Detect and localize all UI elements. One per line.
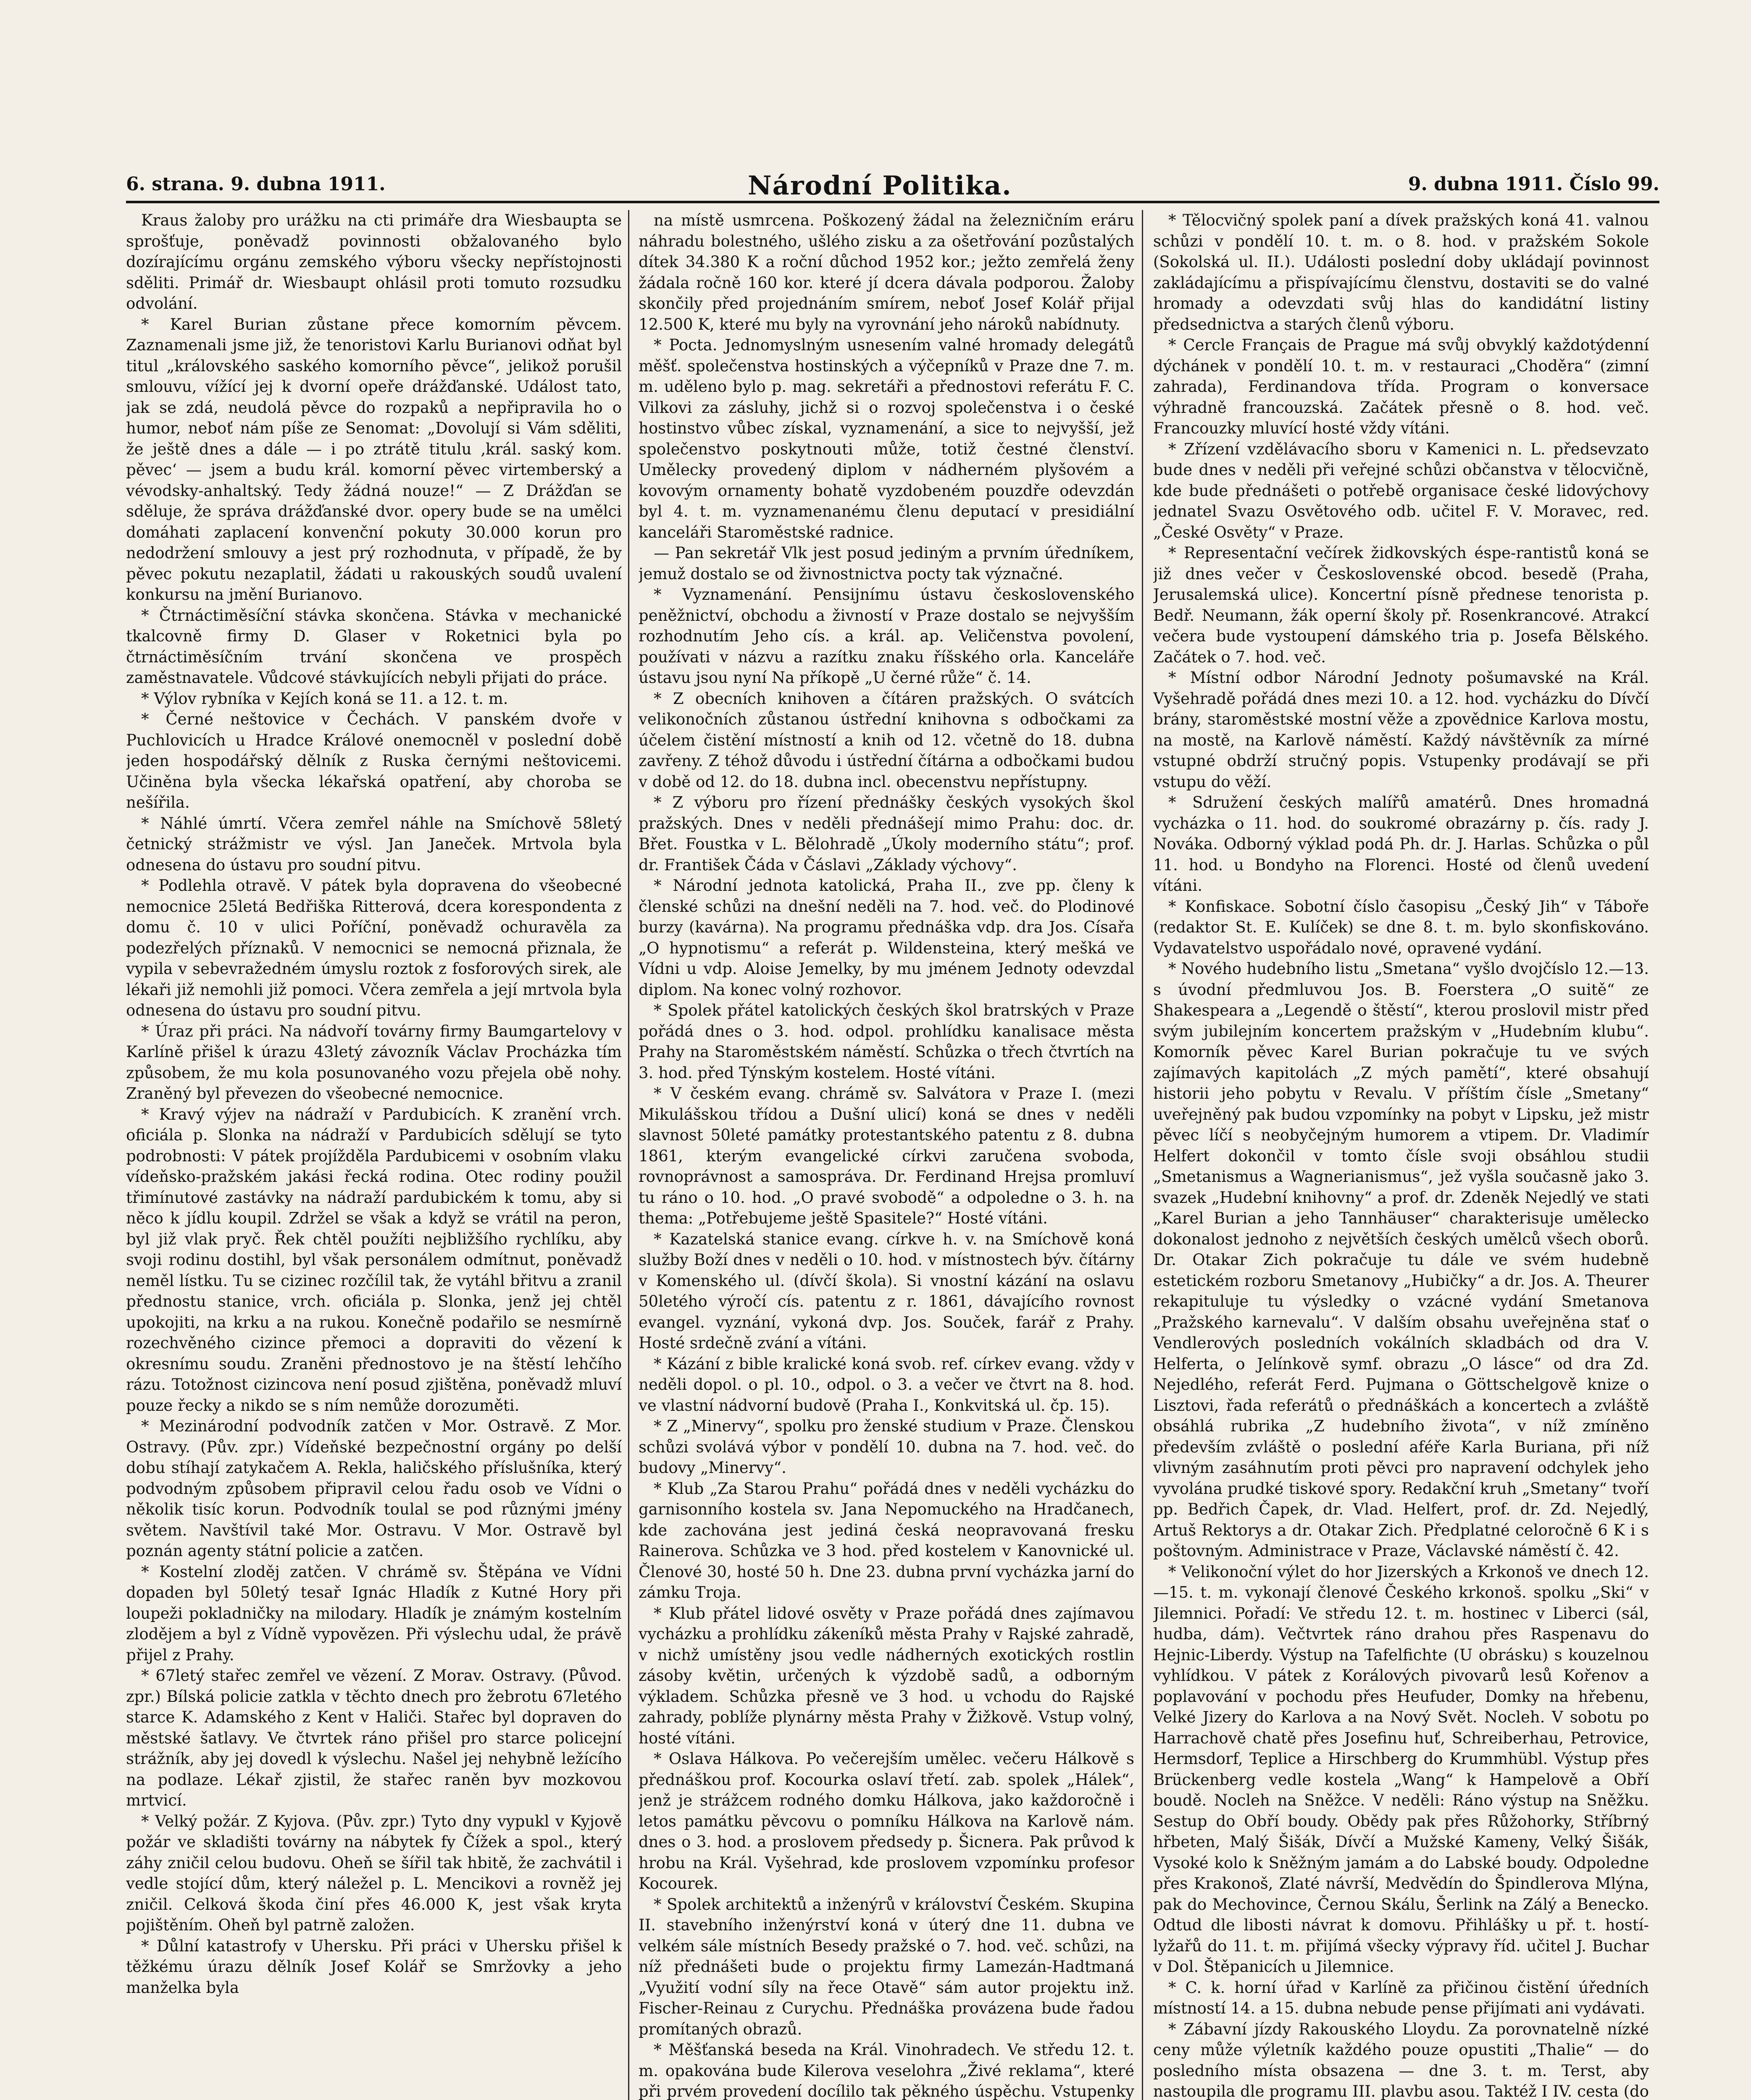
article-paragraph: * V českém evang. chrámě sv. Salvátora v Praze I. (mezi Mikulášskou třídou a Dušní ulicí) koná se dnes v neděli slavnost 50leté památky protestantského patentu z 8. dubna 1861, kterým evangelické církvi zaručena svoboda, rovnoprávnost a samospráva. Dr. Ferdinand Hrejsa promluví tu ráno o 10. hod. „O pravé svobodě“ a odpoledne o 3. h. na thema: „Potřebujeme ještě Spasitele?“ Hosté vítáni.	[639, 1084, 1134, 1227]
article-paragraph: na místě usmrcena. Poškozený žádal na železničním eráru náhradu bolestného, ušlého zisku a za ošetřování pozůstalých dítek 34.380 K a roční důchod 1952 kor.; ježto zemřelá ženy žádala ročně 160 kor. které jí dcera dávala podporou. Žaloby skončily před projednáním smírem, neboť Josef Kolář přijal 12.500 K, které mu byly na vyrovnání jeho nároků nabídnuty.	[639, 211, 1134, 333]
article-paragraph: * Z obecních knihoven a čítáren pražských. O svátcích velikonočních zůstanou ústřední knihovna s odbočkami za účelem čistění místností a knih od 12. včetně do 18. dubna zavřeny. Z téhož důvodu i ústřední čítárna a odbočkami budou v době od 12. do 18. dubna incl. obecenstvu nepřístupny.	[639, 689, 1134, 791]
article-paragraph: * Vyznamenání. Pensijnímu ústavu československého peněžnictví, obchodu a živností v Praze dostalo se nejvyšším rozhodnutím Jeho cís. a král. ap. Veličenstva povolení, používati v názvu a razítku znaku říšského orla. Kanceláře ústavu jsou nyní Na příkopě „U černé růže“ č. 14.	[639, 585, 1134, 687]
article-paragraph: * Spolek přátel katolických českých škol bratrských v Praze pořádá dnes o 3. hod. odpol. prohlídku kanalisace města Prahy na Staroměstském náměstí. Schůzka o třech čtvrtích na 3. hod. před Týnským kostelem. Hosté vítáni.	[639, 1001, 1134, 1082]
header-page-and-date: 6. strana. 9. dubna 1911.	[126, 173, 386, 195]
article-paragraph: * Výlov rybníka v Kejích koná se 11. a 12. t. m.	[141, 689, 508, 708]
article-paragraph: * Klub přátel lidové osvěty v Praze pořádá dnes zajímavou vycházku a prohlídku zákeníků města Prahy v Rajské zahradě, v nichž umístěny jsou vedle nádherných exotických rostlin zásoby květin, určených k výzdobě sadů, a odborným výkladem. Schůzka přesně ve 3 hod. u vchodu do Rajské zahrady, poblíže plynárny města Prahy v Žižkově. Vstup volný, hosté vítáni.	[639, 1604, 1134, 1747]
article-paragraph: * Velikonoční výlet do hor Jizerských a Krkonoš ve dnech 12.—15. t. m. vykonají členové Českého krkonoš. spolku „Ski“ v Jilemnici. Pořadí: Ve středu 12. t. m. hostinec v Liberci (sál, hudba, dám). Večtvrtek ráno drahou přes Raspenavu do Hejnic-Liberdy. Výstup na Tafelfichte (U obrásku) s kouzelnou vyhlídkou. V pátek z Korálových pivovarů lesů Kořenov a poplavování v pochodu přes Heufuder, Domky na hřebenu, Velké Jizery do Karlova a na Nový Svět. Nocleh. V sobotu po Harrachově chatě přes Josefinu huť, Schreiberhau, Petrovice, Hermsdorf, Teplice a Hirschberg do Krummhübl. Výstup přes Brückenberg vedle kostela „Wang“ k Hampelově a Obří boudě. Nocleh na Sněžce. V neděli: Ráno výstup na Sněžku. Sestup do Obří boudy. Obědy pak přes Růžohorky, Stříbrný hřbeten, Malý Šišák, Dívčí a Mužské Kameny, Velký Šišák, Vysoké kolo k Sněžným jamám a do Labské boudy. Odpoledne přes Krakonoš, Zlaté návrší, Medvědín do Špindlerova Mlýna, pak do Mechovince, Černou Skálu, Šerlink na Zálý a Benecko. Odtud dle libosti návrat k domovu. Přihlášky u př. t. hostí-lyžařů do 11. t. m. přijímá všecky výpravy říd. učitel J. Buchar v Dol. Štěpanicích u Jilemnice.	[1153, 1562, 1649, 1976]
article-paragraph: * Velký požár. Z Kyjova. (Pův. zpr.) Tyto dny vypukl v Kyjově požár ve skladišti továrny na nábytek fy Čížek a spol., který záhy zničil celou budovu. Oheň se šířil tak hbitě, že zachvátil i vedle stojící dům, který náležel p. L. Mencikovi a rovněž jej zničil. Celková škoda činí přes 46.000 K, jest však kryta pojištěním. Oheň byl patrně založen.	[126, 1812, 622, 1934]
article-paragraph: * Měšťanská beseda na Král. Vinohradech. Ve středu 12. t. m. opakována bude Kilerova veselohra „Živé reklama“, které při prvém provedení docílilo tak pěkného úspěchu. Vstupenky	[639, 2041, 1134, 2100]
header-date-and-issue: 9. dubna 1911. Číslo 99.	[1408, 173, 1659, 195]
page-header	[126, 170, 1659, 200]
article-paragraph: * Spolek architektů a inženýrů v království Českém. Skupina II. stavebního inženýrství koná v úterý dne 11. dubna ve velkém sále místních Besedy pražské o 7. hod. več. schůzi, na níž přednášeti bude o projektu firmy Lamezán-Hadtmaná „Využití vodní síly na řece Otavě“ sám autor projektu inž. Fischer-Reinau z Curychu. Přednáška provázena bude řadou promítaných obrazů.	[639, 1895, 1134, 2038]
column-divider	[1142, 210, 1143, 2100]
article-paragraph: Kraus žaloby pro urážku na cti primáře dra Wiesbaupta se sprošťuje, poněvadž povinnosti obžalovaného bylo dozírajícímu orgánu zemského výboru všecky nepřístojnosti sděliti. Primář dr. Wiesbaupt ohlásil proti tomuto rozsudku odvolání.	[126, 211, 622, 312]
article-paragraph: * Kazatelská stanice evang. církve h. v. na Smíchově koná služby Boží dnes v neděli o 10. hod. v místnostech býv. čítárny v Komenského ul. (dívčí škola). Si vnostní kázání na oslavu 50letého výročí cís. patentu z r. 1861, dávajícího rovnost evangel. vyznání, vykoná dvp. Jos. Souček, farář z Prahy. Hosté srdečně zvání a vítáni.	[639, 1230, 1134, 1352]
article-paragraph: — Pan sekretář Vlk jest posud jediným a prvním úředníkem, jemuž dostalo se od živnostnictva pocty tak význačné.	[639, 544, 1134, 583]
article-paragraph: * Oslava Hálkova. Po večerejším umělec. večeru Hálkově s přednáškou prof. Kocourka oslaví třetí. zab. spolek „Hálek“, jenž je strážcem rodného domku Hálkova, jako každoročně i letos památku pěvcovu o pomníku Hálkova na Karlově nám. dnes o 3. hod. a proslovem předsedy p. Šicnera. Pak průvod k hrobu na Král. Vyšehrad, kde proslovem vzpomínku profesor Kocourek.	[639, 1750, 1134, 1893]
article-paragraph: * Zábavní jízdy Rakouského Lloydu. Za porovnatelně nízké ceny může výletník každého pouze opustiti „Thalie“ — do posledního místa obsazena — dne 3. t. m. Terst, aby nastoupila dle programu III. plavbu asou. Taktéž I IV. cesta (do	[1153, 2020, 1649, 2100]
article-paragraph: * Náhlé úmrtí. Včera zemřel náhle na Smíchově 58letý četnický strážmistr ve výsl. Jan Janeček. Mrtvola byla odnesena do ústavu pro soudní pitvu.	[126, 814, 622, 874]
article-paragraph: * Zřízení vzdělávacího sboru v Kamenici n. L. předsevzato bude dnes v neděli při veřejné schůzi občanstva v tělocvičně, kde bude přednášeti o potřebě organisace české lidovýchovy jednatel Svazu Osvětového odb. učitel F. V. Moravec, red. „České Osvěty“ v Praze.	[1153, 440, 1649, 541]
article-paragraph: * Representační večírek židkovských éspe-rantistů koná se již dnes večer v Československé obcod. besedě (Praha, Jerusalemská ulice). Koncertní písně přednese tenorista p. Bedř. Neumann, žák operní školy př. Rosenkrancové. Atrakcí večera bude vystoupení dámského tria p. Josefa Bělského. Začátek o 7. hod. več.	[1153, 544, 1649, 666]
text-column-1	[126, 210, 622, 2100]
article-paragraph: * Místní odbor Národní Jednoty pošumavské na Král. Vyšehradě pořádá dnes mezi 10. a 12. hod. vycházku do Dívčí brány, staroměstské mostní věže a zpovědnice Karlova mostu, na mostě, na Karlově náměstí. Každý návštěvník za mírné vstupné obdrží stručný popis. Vstupenky prodávají se při vstupu do věží.	[1153, 669, 1649, 791]
article-paragraph: * Mezinárodní podvodník zatčen v Mor. Ostravě. Z Mor. Ostravy. (Pův. zpr.) Vídeňské bezpečnostní orgány po delší dobu stíhají zatykačem A. Rekla, haličského příslušníka, který podvodným způsobem připravil celou řadu osob ve Vídni o několik tisíc korun. Podvodník toulal se pod různými jmény světem. Navštívil také Mor. Ostravu. V Mor. Ostravě byl poznán agenty státní policie a zatčen.	[126, 1417, 622, 1560]
article-paragraph: * Čtrnáctiměsíční stávka skončena. Stávka v mechanické tkalcovně firmy D. Glaser v Roketnici byla po čtrnáctiměsíčním trvání skončena ve prospěch zaměstnavatele. Vůdcové stávkujících nebyli přijati do práce.	[126, 606, 622, 687]
article-paragraph: * Konfiskace. Sobotní číslo časopisu „Český Jih“ v Táboře (redaktor St. E. Kulíček) se dne 8. t. m. bylo skonfiskováno. Vydavatelstvo uspořádalo nové, opravené vydání.	[1153, 897, 1649, 957]
masthead-title: Národní Politika.	[748, 170, 1012, 201]
article-paragraph: * Z „Minervy“, spolku pro ženské studium v Praze. Členskou schůzi svolává výbor v pondělí 10. dubna na 7. hod. več. do budovy „Minervy“.	[639, 1417, 1134, 1477]
article-paragraph: * Karel Burian zůstane přece komorním pěvcem. Zaznamenali jsme již, že tenoristovi Karlu Burianovi odňat byl titul „královského saského komorního pěvce“, jelikož porušil smlouvu, vížící jej k dvorní opeře drážďanské. Událost tato, jak se zdá, neudolá pěvce do rozpaků a nepřipravila ho o humor, neboť nám píše ze Senomat: „Dovolují si Vám sděliti, že ještě dnes a dále — i po ztrátě titulu ‚král. saský kom. pěvec‘ — jsem a budu král. komorní pěvec virtemberský a vévodsky-anhaltský. Tedy žádná nouze!“ — Z Drážďan se sděluje, že správa drážďanské dvor. opery bude se na umělci domáhati zaplacení konvenční pokuty 30.000 korun pro nedodržení smlouvy a jest prý rozhodnuta, v případě, že by pěvec pokutu nezaplatil, žádati u rakouských soudů uvalení konkursu na jmění Burianovo.	[126, 315, 622, 604]
article-paragraph: * Kázání z bible kralické koná svob. ref. církev evang. vždy v neděli dopol. o pl. 10., odpol. o 3. a večer ve čtvrt na 8. hod. ve vlastní nádvorní budově (Praha I., Konkvitská ul. čp. 15).	[639, 1354, 1134, 1415]
article-paragraph: * Kravý výjev na nádraží v Pardubicích. K zranění vrch. oficiála p. Slonka na nádraží v Pardubicích sdělují se tyto podrobnosti: V pátek projížděla Pardubicemi v osobním vlaku vídeňsko-pražském jakási řecká rodina. Otec rodiny použil třimínutové zastávky na nádraží pardubickém k tomu, aby si něco k jídlu koupil. Zdržel se však a když se vrátil na peron, byl již vlak pryč. Řek chtěl použíti nejbližšího rychlíku, aby svoji rodinu dostihl, byl však personálem odmítnut, poněvadž neměl lístku. Tu se cizinec rozčílil tak, že vytáhl břitvu a zranil přednostu stanice, vrch. oficiála p. Slonka, jenž jej chtěl upokojiti, na krku a na rukou. Konečně podařilo se nesmírně rozechvěného cizince přemoci a dopraviti do vězení k okresnímu soudu. Zraněni přednostovo je na štěstí lehčího rázu. Totožnost cizincova není posud zjištěna, poněvadž mluví pouze řecky a nikdo se s ním nemůže dorozuměti.	[126, 1105, 622, 1415]
column-divider	[628, 210, 629, 2100]
header-rule	[126, 201, 1659, 203]
text-column-2	[639, 210, 1134, 2100]
article-paragraph: * Úraz při práci. Na nádvoří továrny firmy Baumgartelovy v Karlíně přišel k úrazu 43letý závozník Václav Procházka tím způsobem, že mu kola posunovaného vozu přejela obě nohy. Zraněný byl převezen do všeobecné nemocnice.	[126, 1022, 622, 1102]
article-paragraph: * Tělocvičný spolek paní a dívek pražských koná 41. valnou schůzi v pondělí 10. t. m. o 8. hod. v pražském Sokole (Sokolská ul. II.). Události poslední doby ukládají povinnost zakládajícímu a přispívajícímu členstvu, dostaviti se do valné hromady a odevzdati svůj hlas do kandidátní listiny předsednictva a starých členů výboru.	[1153, 211, 1649, 333]
article-paragraph: * Důlní katastrofy v Uhersku. Při práci v Uhersku přišel k těžkému úrazu dělník Josef Kolář se Smržovky a jeho manželka byla	[126, 1937, 622, 1997]
article-paragraph: * Národní jednota katolická, Praha II., zve pp. členy k členské schůzi na dnešní neděli na 7. hod. več. do Plodinové burzy (kavárna). Na programu přednáška vdp. dra Jos. Císařa „O hypnotismu“ a referát p. Wildensteina, který mešká ve Vídni u vdp. Aloise Jemelky, by mu jménem Jednoty odevzdal diplom. Na konec volný rozhovor.	[639, 877, 1134, 999]
text-column-3	[1153, 210, 1649, 2100]
article-paragraph: * Z výboru pro řízení přednášky českých vysokých škol pražských. Dnes v neděli přednášejí mimo Prahu: doc. dr. Břet. Foustka v L. Bělohradě „Úkoly moderního státu“; prof. dr. František Čáda v Čáslavi „Základy výchovy“.	[639, 793, 1134, 874]
article-paragraph: * C. k. horní úřad v Karlíně za přičinou čistění úředních místností 14. a 15. dubna nebude pense přijímati ani vydávati.	[1153, 1978, 1649, 2017]
article-paragraph: * Pocta. Jednomyslným usnesením valné hromady delegátů měšť. společenstva hostinských a výčepníků v Praze dne 7. m. m. uděleno bylo p. mag. sekretáři a přednostovi referátu F. C. Vilkovi za zásluhy, jichž si o rozvoj společenstva i o české hostinstvo vůbec získal, vyznamenání, a sice to nejvyšší, jež společenstvo poskytnouti může, totiž čestné členství. Umělecky provedený diplom v nádherném plyšovém a kovovým ornamenty bohatě vyzdobeném pouzdře odevzdán byl 4. t. m. vyznamenanému členu deputací v presidiální kanceláři Staroměstské radnice.	[639, 336, 1134, 541]
article-paragraph: * Klub „Za Starou Prahu“ pořádá dnes v neděli vycházku do garnisonního kostela sv. Jana Nepomuckého na Hradčanech, kde zachována jest jediná česká neopravovaná fresku Rainerova. Schůzka ve 3 hod. před kostelem v Kanovnické ul. Členové 30, hosté 50 h. Dne 23. dubna první vycházka jarní do zámku Troja.	[639, 1479, 1134, 1601]
article-paragraph: * Sdružení českých malířů amatérů. Dnes hromadná vycházka o 11. hod. do soukromé obrazárny p. čís. rady J. Nováka. Odborný výklad podá Ph. dr. J. Harlas. Schůzka o půl 11. hod. u Bondyho na Florenci. Hosté od členů uvedení vítáni.	[1153, 793, 1649, 895]
article-paragraph: * Nového hudebního listu „Smetana“ vyšlo dvojčíslo 12.—13. s úvodní předmluvou Jos. B. Foerstera „O suitě“ ze Shakespeara a „Legendě o štěstí“, kterou proslovil mistr před svým jubilejním koncertem pražským v „Hudebním klubu“. Komorník pěvec Karel Burian pokračuje tu ve svých zajímavých kapitolách „Z mých pamětí“, které obsahují historii jeho pobytu v Revalu. V příštím čísle „Smetany“ uveřejněný pak budou vzpomínky na pobyt v Lipsku, jež mistr pěvec líčí s neobyčejným humorem a vtipem. Dr. Vladimír Helfert dokončil v tomto čísle svoji obsáhlou studii „Smetanismus a Wagnerianismus“, jež vyšla současně jako 3. svazek „Hudební knihovny“ a prof. dr. Zdeněk Nejedlý ve stati „Karel Burian a jeho Tannhäuser“ charakterisuje umělecko dokonalost jednoho z největších českých umělců všech oborů. Dr. Otakar Zich pokračuje tu dále ve svém hudebně estetickém rozboru Smetanovy „Hubičky“ a dr. Jos. A. Theurer rekapituluje tu výsledky o vzácné vydání Smetanova „Pražského karnevalu“. V dalším obsahu uveřejněna stať o Vendlerových posledních vokálních skladbách od dra V. Helferta, o Jelínkově symf. obrazu „O lásce“ od dra Zd. Nejedlého, referát Ferd. Pujmana o Göttschelgově knize o Lisztovi, řada referátů o přednáškách a koncertech a zvláště obsáhlá rubrika „Z hudebního života“, v níž zmíněno především zvláště o poslední aféře Karla Buriana, při níž vlivným zasáhnutím proti pěvci pro napravení odchylek jeho vyvolána prudké tiskové spory. Redakční kruh „Smetany“ tvoří pp. Bedřich Čapek, dr. Vlad. Helfert, prof. dr. Zd. Nejedlý, Artuš Rektorys a dr. Otakar Zich. Předplatné celoročně 6 K i s poštovným. Administrace v Praze, Václavské náměstí č. 42.	[1153, 960, 1649, 1560]
article-paragraph: * Cercle Français de Prague má svůj obvyklý každotýdenní dýchánek v pondělí 10. t. m. v restauraci „Choděra“ (zimní zahrada), Ferdinandova třída. Program o konversace výhradně francouzská. Začátek přesně o 8. hod. več. Francouzky mluvící hosté vždy vítáni.	[1153, 336, 1649, 437]
article-paragraph: * 67letý stařec zemřel ve vězení. Z Morav. Ostravy. (Původ. zpr.) Bílská policie zatkla v těchto dnech pro žebrotu 67letého starce K. Adamského z Kent v Haliči. Stařec byl dopraven do městské šatlavy. Ve čtvrtek ráno přišel pro starce policejní strážník, aby jej dovedl k výslechu. Našel jej nehybně ležícího na podlaze. Lékař zjistil, že stařec raněn byv mozkovou mrtvicí.	[126, 1667, 622, 1809]
article-paragraph: * Podlehla otravě. V pátek byla dopravena do všeobecné nemocnice 25letá Bedřiška Ritterová, dcera korespondenta z domu č. 10 v ulici Poříční, poněvadž ochuravěla za podezřelých příznaků. V nemocnici se nemocná přiznala, že vypila v sebevražedném úmyslu roztok z fosforových sirek, ale lékaři již nemohli již pomoci. Včera zemřela a její mrtvola byla odnesena do ústavu pro soudní pitvu.	[126, 877, 622, 1019]
article-paragraph: * Kostelní zloděj zatčen. V chrámě sv. Štěpána ve Vídni dopaden byl 50letý tesař Ignác Hladík z Kutné Hory při loupeži pokladničky na milodary. Hladík je známým kostelním zlodějem a byl z Vídně vypovězen. Při výslechu udal, že právě přijel z Prahy.	[126, 1562, 622, 1664]
article-paragraph: * Černé neštovice v Čechách. V panském dvoře v Puchlovicích u Hradce Králové onemocněl v poslední době jeden hospodářský dělník z Ruska černými neštovicemi. Učiněna byla všecka lékařská opatření, aby choroba se nešířila.	[126, 710, 622, 811]
